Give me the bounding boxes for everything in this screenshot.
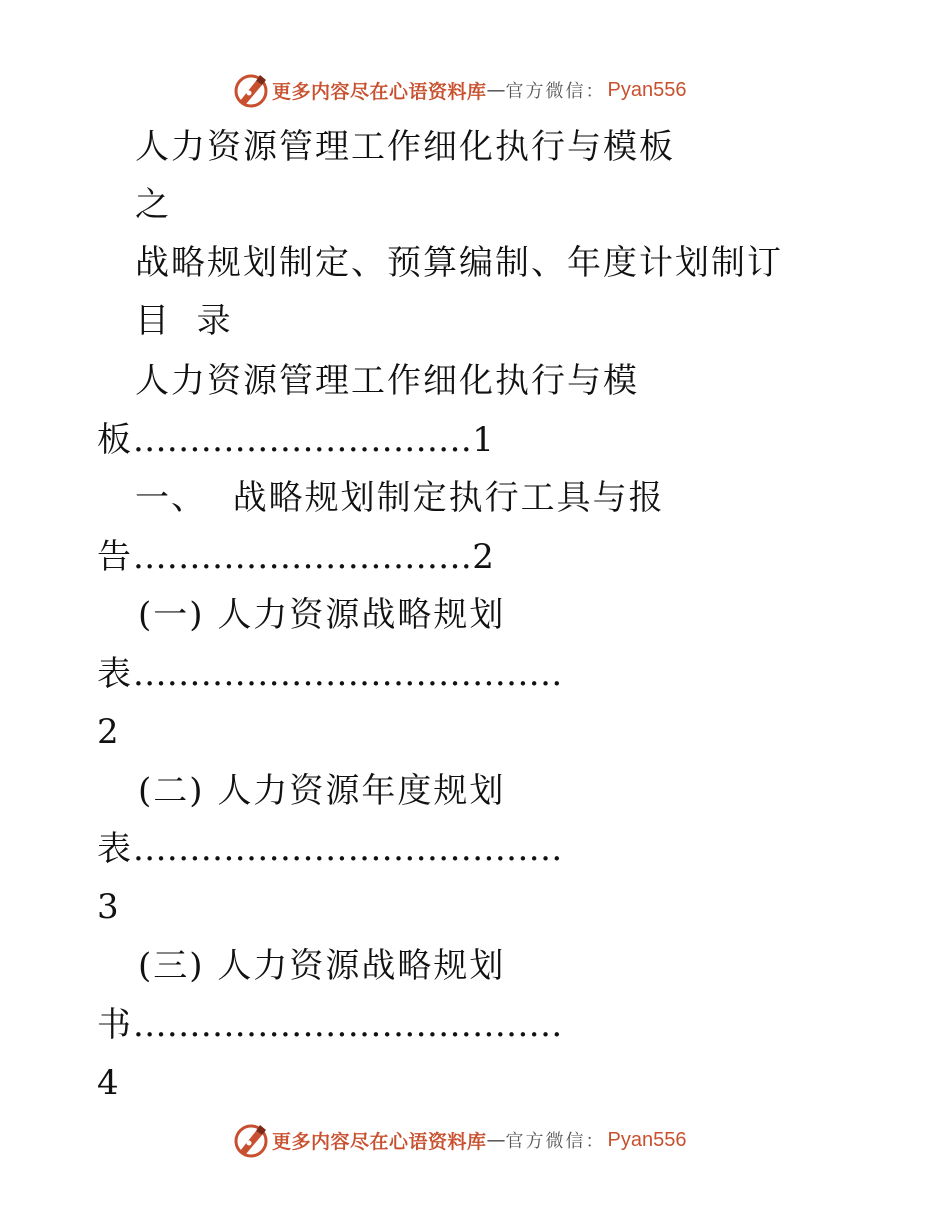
watermark-text: 更多内容尽在心语资料库 — [272, 1130, 487, 1153]
toc-entry-3-title[interactable]: (一) 人力资源战略规划 — [138, 595, 506, 635]
watermark-banner-bottom — [232, 1120, 686, 1160]
toc-entry-2-title[interactable]: 一、 战略规划制定执行工具与报 — [135, 478, 665, 518]
toc-entry-4-leader[interactable] — [97, 829, 563, 869]
watermark-wechat-label: 官方微信： — [505, 81, 606, 102]
toc-entry-5-page: 4 — [97, 1063, 121, 1103]
toc-entry-3-dots: ...................................... — [133, 654, 563, 694]
watermark-text: 更多内容尽在心语资料库 — [272, 80, 487, 103]
toc-entry-5-leader[interactable] — [97, 1005, 563, 1045]
toc-entry-4-tail: 表 — [97, 829, 133, 869]
pen-logo-icon — [232, 71, 270, 109]
toc-entry-4-page: 3 — [97, 887, 121, 927]
toc-entry-2-dots: .............................. — [133, 537, 473, 577]
toc-entry-5-tail: 书 — [97, 1005, 133, 1045]
toc-entry-1-tail: 板 — [97, 420, 133, 460]
toc-entry-2-tail: 告 — [97, 537, 133, 577]
document-title-line2: 之 — [135, 185, 171, 225]
toc-entry-2-leader[interactable] — [97, 537, 496, 577]
watermark-dash: — — [486, 79, 506, 101]
watermark-dash: — — [486, 1129, 506, 1151]
toc-entry-2-page: 2 — [472, 537, 496, 577]
toc-entry-3-tail: 表 — [97, 654, 133, 694]
toc-entry-4-title[interactable]: (二) 人力资源年度规划 — [138, 771, 506, 811]
toc-entry-3-page: 2 — [97, 712, 121, 752]
document-title-line1: 人力资源管理工作细化执行与模板 — [135, 127, 675, 167]
toc-entry-1-leader[interactable] — [97, 420, 496, 460]
toc-entry-5-title[interactable]: (三) 人力资源战略规划 — [138, 946, 506, 986]
watermark-wechat-id: Pyan556 — [607, 1128, 687, 1151]
watermark-banner-top — [232, 70, 686, 110]
toc-entry-4-dots: ...................................... — [133, 829, 563, 869]
toc-entry-1-title[interactable]: 人力资源管理工作细化执行与模 — [135, 361, 639, 401]
pen-logo-icon — [232, 1121, 270, 1159]
toc-heading: 目 录 — [135, 301, 233, 341]
toc-entry-1-dots: .............................. — [133, 420, 473, 460]
toc-entry-1-page: 1 — [472, 420, 496, 460]
document-title-line3: 战略规划制定、预算编制、年度计划制订 — [135, 243, 783, 283]
watermark-wechat-id: Pyan556 — [607, 78, 687, 101]
watermark-wechat-label: 官方微信： — [505, 1131, 606, 1152]
toc-entry-3-leader[interactable] — [97, 654, 563, 694]
toc-entry-5-dots: ...................................... — [133, 1005, 563, 1045]
